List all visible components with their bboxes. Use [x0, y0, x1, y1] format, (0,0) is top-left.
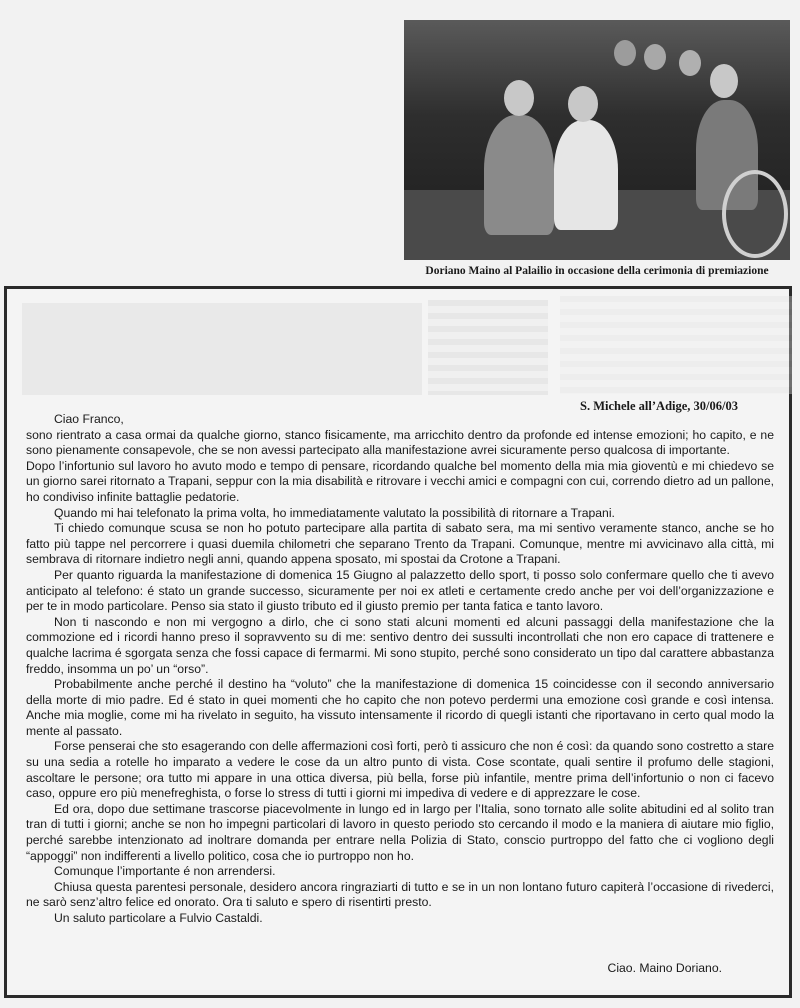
letter-paragraph: Un saluto particolare a Fulvio Castaldi.	[54, 911, 263, 925]
letter-paragraph: Per quanto riguarda la manifestazione di domenica 15 Giugno al palazzetto dello sport, ti posso solo confermare quello che ti avevo anticipato al telefono: é stato un grande successo, sicuramente per noi ex atleti e certamente credo anche per voi dell’organizzazione e per te in modo particolare. Penso sia stato il giusto tributo ed il giusto premio per tanta fatica e tanto lavoro.	[26, 567, 774, 614]
wheelchair-wheel	[722, 170, 788, 258]
letter-paragraph: Dopo l’infortunio sul lavoro ho avuto modo e tempo di pensare, ricordando qualche bel momento della mia mia gioventù e mi chiedevo se un giorno sarei ritornato a Trapani, seppur con la mia disabilità e ritrovare i vecchi amici e compagni con cui, correndo dietro ad un pallone, ho condiviso infinite battaglie pedatorie.	[26, 458, 774, 504]
photo-head-left	[504, 80, 534, 116]
letter-paragraph: Probabilmente anche perché il destino ha “voluto” che la manifestazione di domenica 15 coincidesse con il secondo anniversario della morte di mio padre. Ed é stato in quei momenti che ho capito che non potevo perdermi una emozione così grande e così intensa. Anche mia moglie, come mi ha rivelato in seguito, ha vissuto intensamente il ricordo di quegli istanti che riportavano in certo qual modo la mente al passato.	[26, 677, 774, 738]
photo-caption: Doriano Maino al Palailio in occasione della cerimonia di premiazione	[425, 265, 769, 277]
photo-head-back-3	[679, 50, 701, 76]
letter-place-date: S. Michele all’Adige, 30/06/03	[580, 399, 738, 413]
letter-paragraph: Comunque l’importante é non arrendersi.	[54, 864, 276, 879]
photo-person-left	[484, 115, 554, 235]
faded-background-panel	[22, 303, 422, 395]
photo-person-center	[554, 120, 618, 230]
letter-paragraph: Chiusa questa parentesi personale, desidero ancora ringraziarti di tutto e se in un non lontano futuro capiterà l’occasione di rivederci, ne sarò senz’altro felice ed onorato. Ora ti saluto e spero di risentirti presto.	[26, 879, 774, 910]
photo-head-back-1	[614, 40, 636, 66]
faded-background-column	[428, 300, 548, 395]
letter-paragraph: Forse penserai che sto esagerando con delle affermazioni così forti, però ti assicuro che non é così: da quando sono costretto a stare su una sedia a rotelle ho imparato a vedere le cose da un altro punto di vista. Cose scontate, quali sentire il profumo delle stagioni, ascoltare le persone; ora tutto mi appare in una ottica diversa, più bella, forse più infantile, mentre prima dell’infortunio o non ci facevo caso, oppure ero più menefreghista, o forse lo stress di tutti i giorni mi impediva di vedere e di apprezzare le cose.	[26, 739, 774, 801]
letter-greeting: Ciao Franco,	[54, 412, 124, 426]
letter-body	[26, 412, 774, 927]
letter-paragraph: Ti chiedo comunque scusa se non ho potuto partecipare alla partita di sabato sera, ma mi sentivo veramente stanco, anche se ho fatto più tappe nel percorrere i quasi duemila chilometri che separano Trento da Trapani. Comunque, mentre mi avvicinavo alla città, mi sembrava di ritornare indietro negli anni, quando appena sposato, mi spostai da Crotone a Trapani.	[26, 521, 774, 567]
photo-head-center	[568, 86, 598, 122]
letter-paragraph: sono rientrato a casa ormai da qualche giorno, stanco fisicamente, ma arricchito dentro da profonde ed intense emozioni; ho capito, e ne sono pienamente consapevole, che se non avessi partecipato alla manifestazione avrei sicuramente perso qualcosa di importante.	[26, 427, 774, 458]
letter-paragraph: Quando mi hai telefonato la prima volta, ho immediatamente valutato la possibilità di ritornare a Trapani.	[54, 505, 615, 520]
letter-signature: Ciao. Maino Doriano.	[607, 961, 722, 975]
letter-paragraph: Ed ora, dopo due settimane trascorse piacevolmente in lungo ed in largo per l’Italia, sono tornato alle solite abitudini ed al solito tran tran di tutti i giorni; anche se non ho impegni particolari di lavoro in questo periodo sto cercando il modo e la maniera di aiutare mio figlio, perché sarebbe intenzionato ad inoltrare domanda per entrare nella Polizia di Stato, conscio purtroppo del fatto che ci vogliono degli “appoggi” non indifferenti a livello politico, cosa che io purtroppo non ho.	[26, 801, 774, 863]
faded-background-column-right	[560, 296, 792, 394]
photo-head-right	[710, 64, 738, 98]
photo-head-back-2	[644, 44, 666, 70]
event-photo	[404, 20, 790, 260]
letter-paragraph: Non ti nascondo e non mi vergogno a dirlo, che ci sono stati alcuni momenti ed alcuni passaggi della manifestazione che la commozione ed i ricordi hanno preso il sopravvento su di me: sentivo dentro dei sussulti incontrollati che non ero capace di trattenere e qualche lacrima é sgorgata senza che fossi capace di fermarmi. Mi sono stupito, perché sono considerato un tipo dal carattere abbastanza freddo, insomma un po’ un “orso”.	[26, 614, 774, 676]
